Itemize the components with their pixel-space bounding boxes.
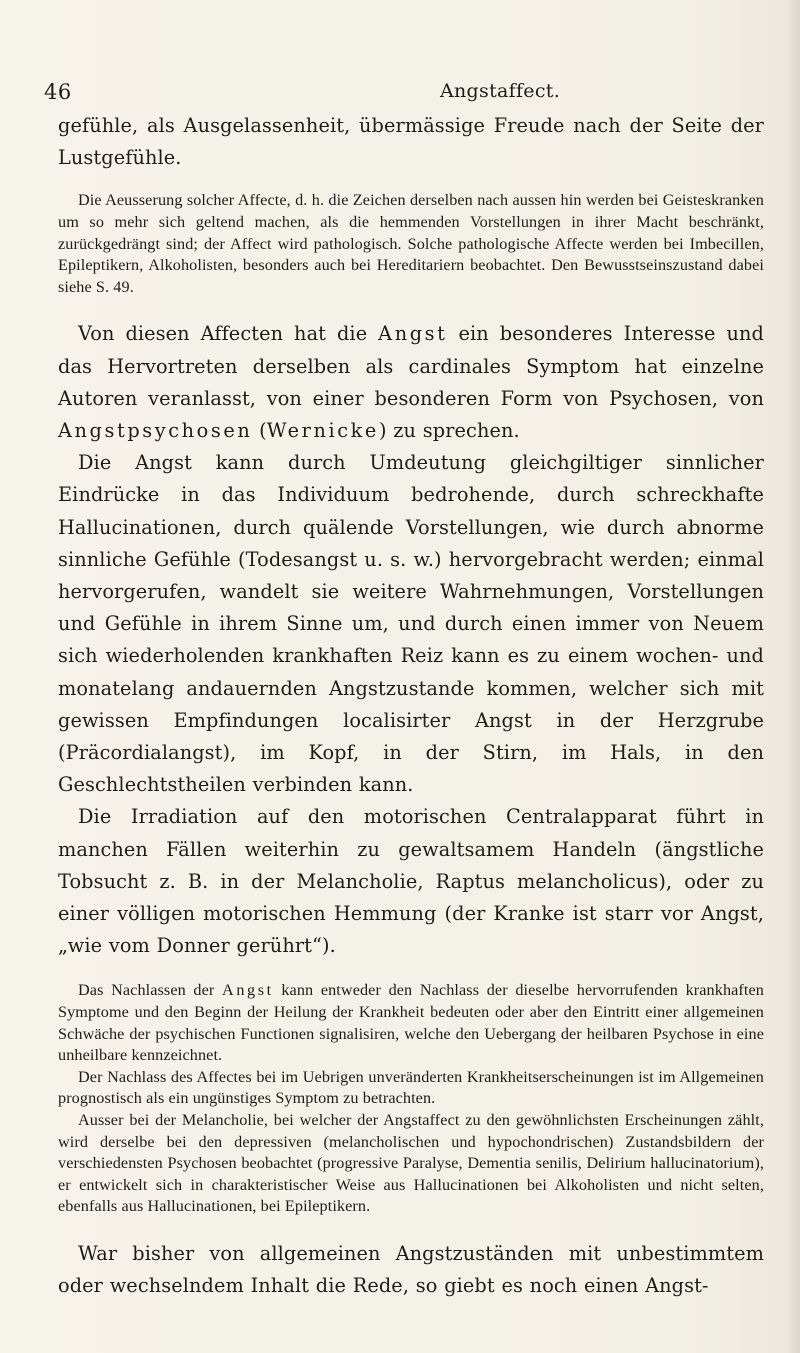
- text-run: Von diesen Affecten hat die: [78, 322, 379, 346]
- emphasis-angstpsychosen: Angstpsychosen: [58, 418, 253, 442]
- running-head: Angstaffect.: [440, 80, 561, 102]
- emphasis-angst: Angst: [378, 322, 448, 346]
- paragraph-5: Die Irradiation auf den motorischen Centralapparat führt in manchen Fällen weiterhin zu gewaltsamem Handeln (ängstliche Tobsucht z. B. in der Melancholie, Raptus melancholicus), oder zu einer völligen motorischen Hemmung (der Kranke ist starr vor Angst, „wie vom Donner gerührt“).: [58, 805, 764, 958]
- text-run: ) zu sprechen.: [378, 418, 520, 442]
- text-run: Das Nachlassen der: [78, 981, 223, 1000]
- paragraph-3: [58, 318, 764, 447]
- paragraph-4: Die Angst kann durch Umdeutung gleichgiltiger sinnlicher Eindrücke in das Individuum bedrohende, durch schreckhafte Hallucinationen, durch quälende Vorstellungen, wie durch abnorme sinnliche Gefühle (Todesangst u. s. w.) hervorgebracht werden; einmal hervorgerufen, wandelt sie weitere Wahrnehmungen, Vorstellungen und Gefühle in ihrem Sinne um, und durch einen immer von Neuem sich wiederholenden krankhaften Reiz kann es zu einem wochen- und monatelang andauernden Angstzustande kommen, welcher sich mit gewissen Empfindungen localisirter Angst in der Herzgrube (Präcordialangst), im Kopf, in der Stirn, im Hals, in den Geschlechtstheilen verbinden kann.: [58, 451, 764, 797]
- emphasis-angst: Angst: [222, 981, 274, 1000]
- text-run: kann entweder den Nachlass der dieselbe hervorrufenden krankhaften Symptome und den Beginn der Heilung der Krankheit bedeuten oder aber den Eintritt einer allgemeinen Schwäche der psychischen Functionen signalisiren, welche den Uebergang der heilbaren Psychose in eine unheilbare kennzeichnet.: [58, 981, 764, 1065]
- page-edge-shadow: [786, 0, 800, 1353]
- page-body: [58, 110, 764, 1302]
- page-header: [44, 80, 764, 110]
- paragraph-8: Ausser bei der Melancholie, bei welcher der Angstaffect zu den gewöhnlichsten Erscheinungen zählt, wird derselbe bei den depressiven (melancholischen und hypochondrischen) Zustandsbildern der verschiedensten Psychosen beobachtet (progressive Paralyse, Dementia senilis, Delirium hallucinatorium), er entwickelt sich in charakteristischer Weise aus Hallucinationen bei Alkoholisten und nicht selten, ebenfalls aus Hallucinationen, bei Epileptikern.: [58, 1111, 764, 1216]
- page-number: 46: [44, 80, 72, 104]
- paragraph-1: gefühle, als Ausgelassenheit, übermässige Freude nach der Seite der Lustgefühle.: [58, 114, 764, 170]
- emphasis-wernicke: Wernicke: [266, 418, 379, 442]
- paragraph-2: Die Aeusserung solcher Affecte, d. h. die Zeichen derselben nach aussen hin werden bei Geisteskranken um so mehr sich geltend machen, als die hemmenden Vorstellungen in ihrer Macht beschränkt, zurückgedrängt sind; der Affect wird pathologisch. Solche pathologische Affecte werden bei Imbecillen, Epileptikern, Alkoholisten, besonders auch bei Hereditariern beobachtet. Den Bewusstseinszustand dabei siehe S. 49.: [58, 191, 764, 296]
- paragraph-9: War bisher von allgemeinen Angstzuständen mit unbestimmtem oder wechselndem Inhalt die Rede, so giebt es noch einen Angst-: [58, 1241, 764, 1298]
- paragraph-6: [58, 980, 764, 1066]
- text-run: ein besonderes Interesse und das Hervortreten derselben als cardinales Symptom hat einzelne Autoren veranlasst, von einer besonderen Form von Psychosen, von: [58, 322, 764, 410]
- text-run: (: [252, 418, 267, 442]
- paragraph-7: Der Nachlass des Affectes bei im Uebrigen unveränderten Krankheitserscheinungen ist im Allgemeinen prognostisch als ein ungünstiges Symptom zu betrachten.: [58, 1067, 764, 1108]
